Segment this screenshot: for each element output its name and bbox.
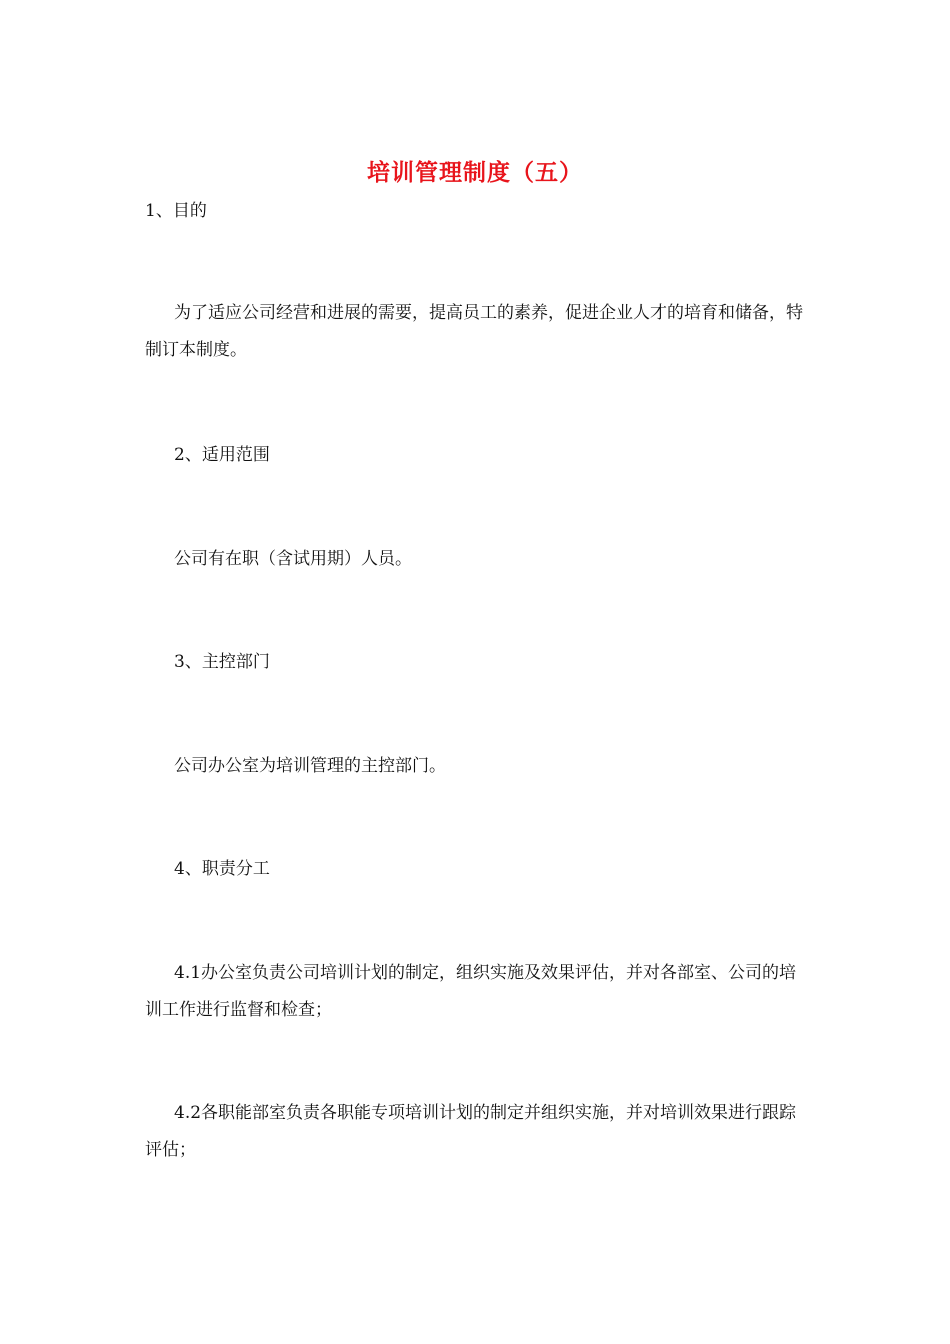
paragraph-responsibility-4-2: 4.2各职能部室负责各职能专项培训计划的制定并组织实施，并对培训效果进行跟踪评估； xyxy=(145,1103,797,1160)
document-title: 培训管理制度（五） xyxy=(367,160,583,186)
paragraph-department: 公司办公室为培训管理的主控部门。 xyxy=(174,756,446,776)
section-heading-purpose: 1、目的 xyxy=(145,201,207,221)
section-heading-department: 3、主控部门 xyxy=(174,652,270,672)
paragraph-scope: 公司有在职（含试用期）人员。 xyxy=(174,549,412,569)
paragraph-responsibility-4-1: 4.1办公室负责公司培训计划的制定，组织实施及效果评估，并对各部室、公司的培训工作进行监督和检查； xyxy=(145,963,797,1020)
paragraph-purpose: 为了适应公司经营和进展的需要，提高员工的素养，促进企业人才的培育和储备，特制订本制度。 xyxy=(145,303,803,360)
section-heading-scope: 2、适用范围 xyxy=(174,445,270,465)
section-heading-responsibilities: 4、职责分工 xyxy=(174,859,270,879)
